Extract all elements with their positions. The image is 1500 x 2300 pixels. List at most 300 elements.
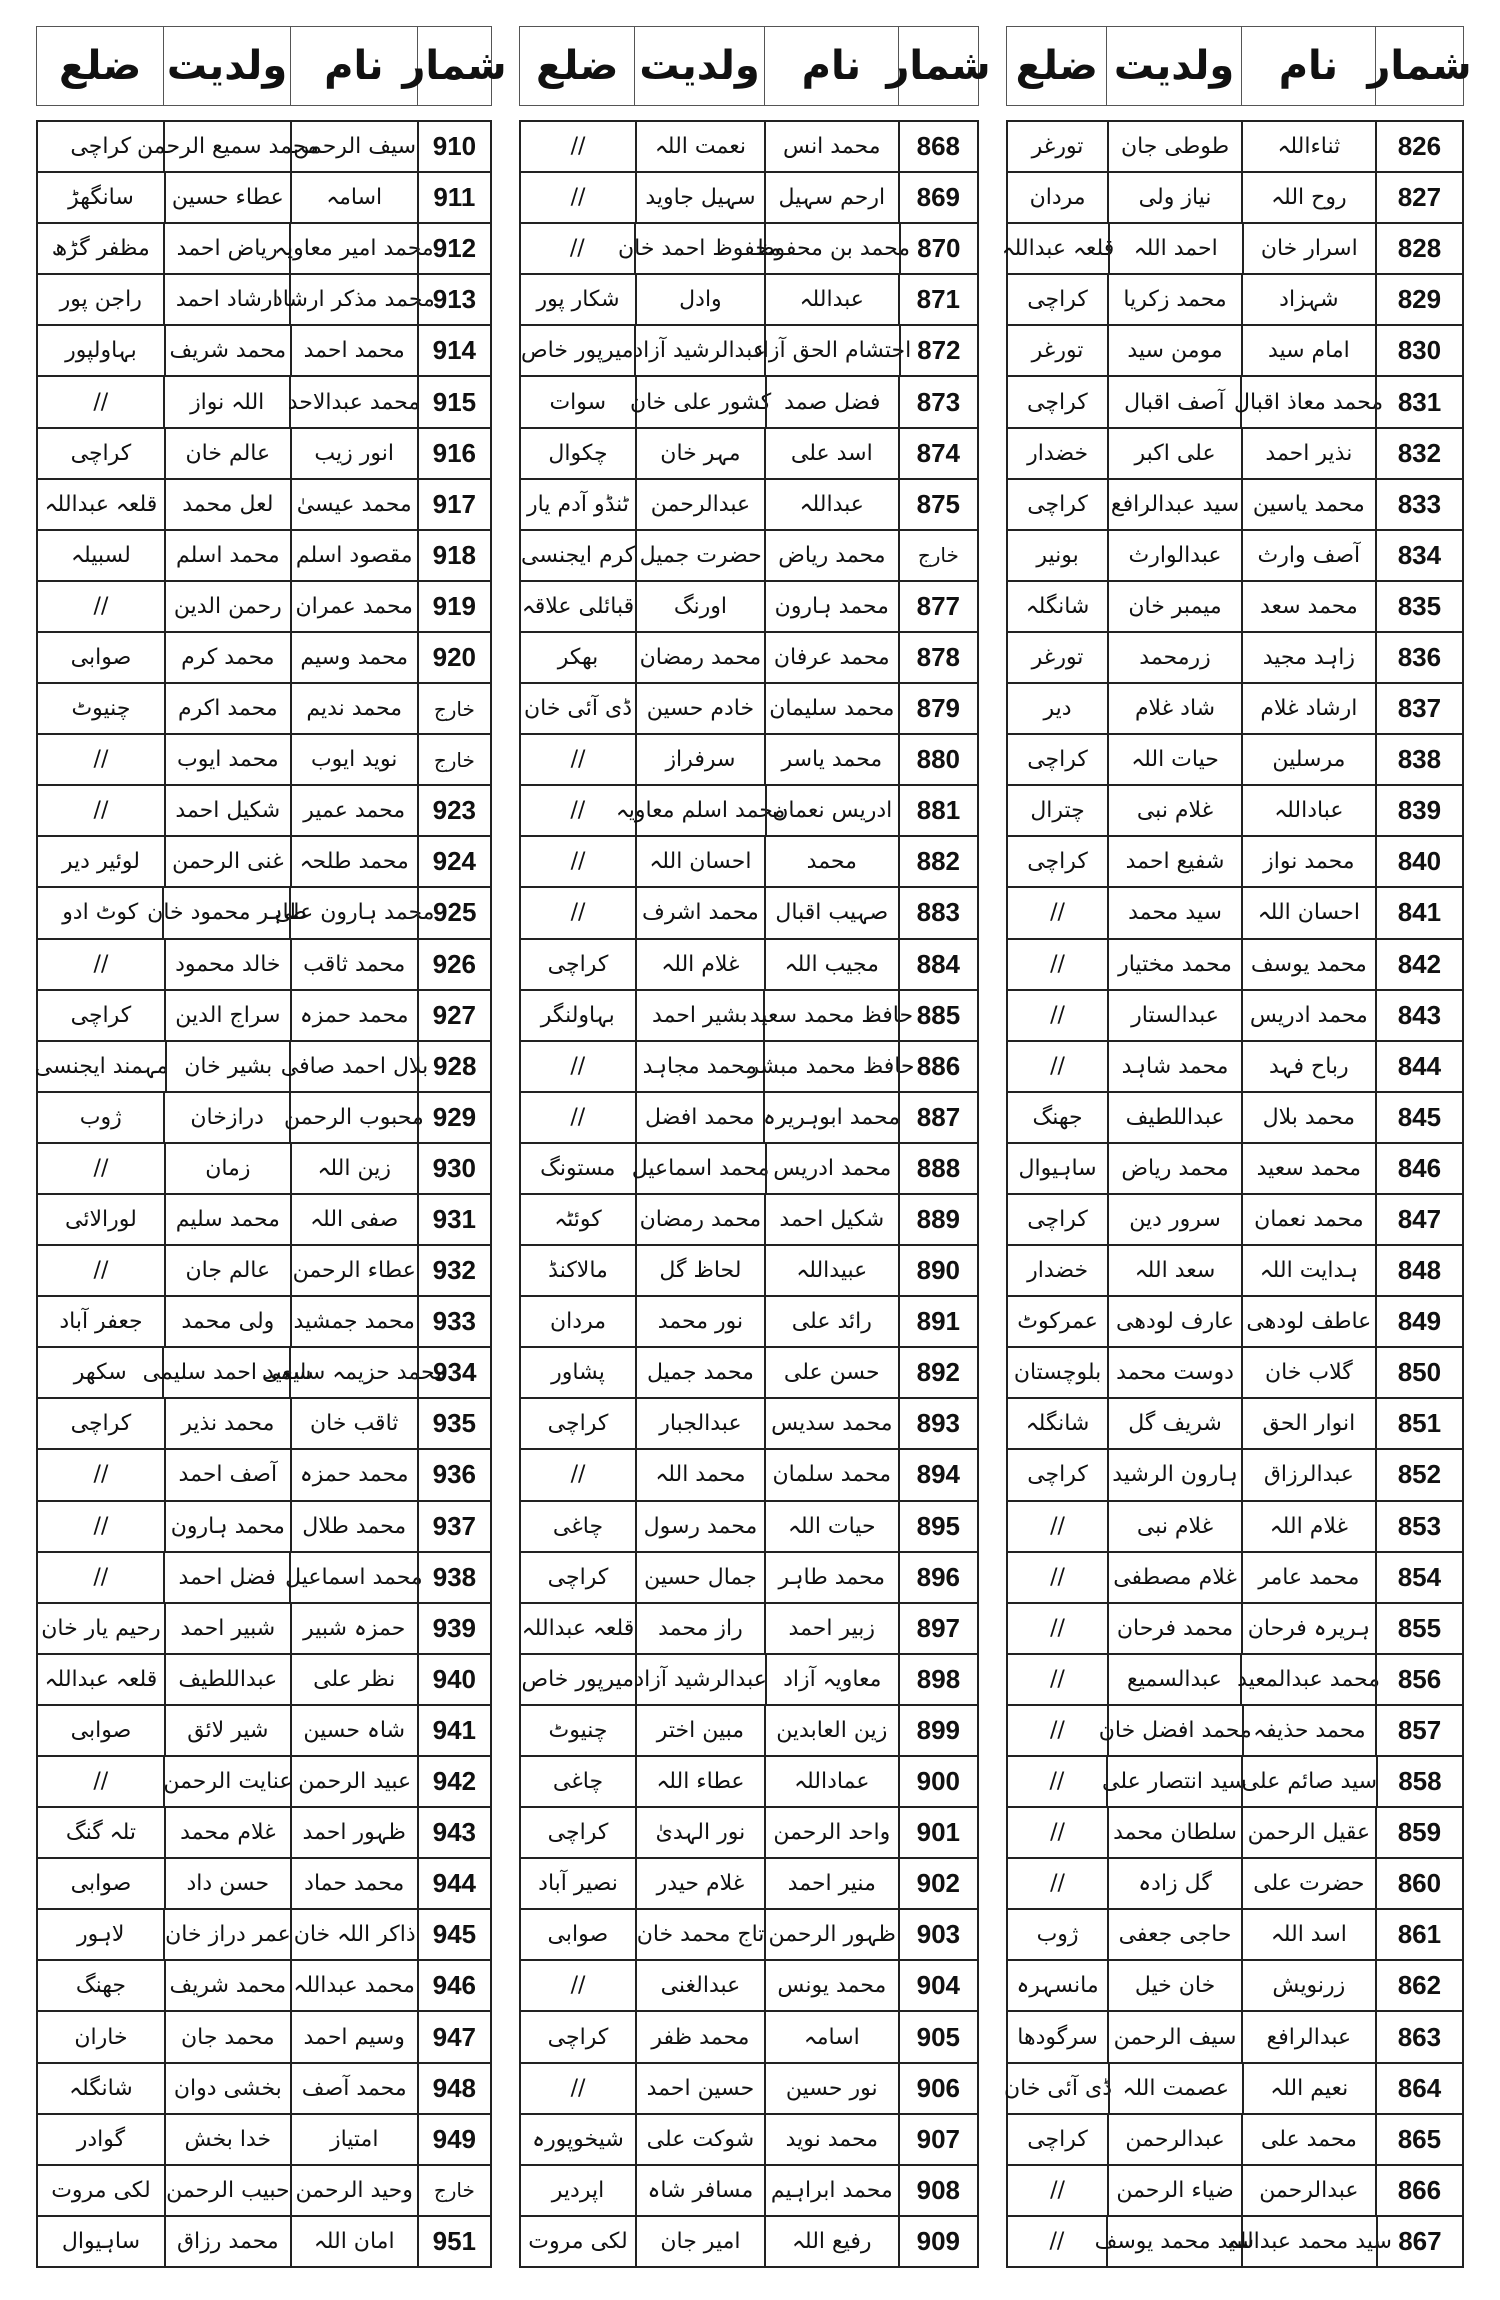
record-father-name: طوطی جان xyxy=(1107,122,1241,171)
record-father-name: ضیاء الرحمن xyxy=(1107,2166,1241,2215)
record-father-name: سرفراز xyxy=(635,735,764,784)
record-name: محمد عمران xyxy=(290,582,417,631)
record-number: 847 xyxy=(1375,1195,1462,1244)
record-name: محمد ہارون علی xyxy=(289,888,417,937)
record-father-name: راز محمد xyxy=(635,1604,764,1653)
record-father-name: نیاز ولی xyxy=(1107,173,1241,222)
table-row xyxy=(521,480,977,531)
record-father-name: ریاض احمد xyxy=(163,224,288,273)
record-district: کراچی xyxy=(1027,849,1088,875)
table-row xyxy=(521,633,977,684)
record-district: کوٹ ادو xyxy=(62,900,139,926)
table-row xyxy=(521,1859,977,1910)
table-row xyxy=(1008,2115,1462,2166)
table-row xyxy=(1008,1604,1462,1655)
record-name: حمزہ شبیر xyxy=(290,1604,417,1653)
record-number: 930 xyxy=(417,1144,490,1193)
record-father-name: درازخان xyxy=(163,1093,288,1142)
header-number: شمار xyxy=(417,27,491,105)
table-row xyxy=(521,2217,977,2268)
record-father-name: مبین اختر xyxy=(635,1706,764,1755)
record-father-name: شریف گل xyxy=(1107,1399,1241,1448)
record-number: 905 xyxy=(898,2012,977,2061)
record-number: 874 xyxy=(898,429,977,478)
record-father-name: شوکت علی xyxy=(635,2115,764,2164)
record-number: 890 xyxy=(898,1246,977,1295)
record-name: رفیع اللہ xyxy=(764,2217,898,2266)
table-row xyxy=(521,377,977,428)
record-district: کراچی xyxy=(547,951,609,977)
record-father-name: غلام نبی xyxy=(1107,786,1241,835)
record-father-name: مہر خان xyxy=(635,429,764,478)
record-name: عماداللہ xyxy=(764,1757,898,1806)
record-name: نوید ایوب xyxy=(290,735,417,784)
record-district: ژوب xyxy=(1036,1922,1079,1948)
record-district: // xyxy=(1050,2177,1065,2203)
table-row xyxy=(521,1502,977,1553)
table-row xyxy=(1008,1348,1462,1399)
record-name: محمد انس xyxy=(764,122,898,171)
table-row xyxy=(38,1859,490,1910)
record-father-name: غنی الرحمن xyxy=(164,837,290,886)
record-district: جعفر آباد xyxy=(59,1309,143,1335)
header-number: شمار xyxy=(1375,27,1463,105)
record-district: شیخوپورہ xyxy=(532,2126,624,2152)
record-father-name: محمد کرم xyxy=(164,633,290,682)
table-row xyxy=(38,1450,490,1501)
record-father-name: میمبر خان xyxy=(1107,582,1241,631)
record-district: قلعہ عبداللہ xyxy=(44,491,158,517)
record-number: 854 xyxy=(1375,1553,1462,1602)
table-row xyxy=(38,122,490,173)
record-number: 856 xyxy=(1375,1655,1462,1704)
record-father-name: حبیب الرحمن xyxy=(164,2166,290,2215)
table-row xyxy=(1008,1093,1462,1144)
table-row xyxy=(1008,1297,1462,1348)
record-number: 826 xyxy=(1375,122,1462,171)
table-row xyxy=(38,480,490,531)
table-row xyxy=(38,2166,490,2217)
record-district: بلوچستان xyxy=(1013,1360,1102,1386)
record-number: 884 xyxy=(898,940,977,989)
table-row xyxy=(521,122,977,173)
record-father-name: غلام حیدر xyxy=(635,1859,764,1908)
record-father-name: محمد ایوب xyxy=(164,735,290,784)
record-district: // xyxy=(569,236,585,262)
record-father-name: محمد مختیار xyxy=(1107,940,1241,989)
record-name: سیف الرحمن xyxy=(290,122,416,171)
table-row xyxy=(38,735,490,786)
record-number: 853 xyxy=(1375,1502,1462,1551)
record-number: 935 xyxy=(417,1399,490,1448)
table-row xyxy=(38,1961,490,2012)
table-row xyxy=(38,991,490,1042)
record-name: غلام اللہ xyxy=(1241,1502,1375,1551)
record-district: // xyxy=(93,1258,109,1284)
record-district: // xyxy=(1050,1564,1065,1590)
record-number: 845 xyxy=(1375,1093,1462,1142)
record-number: 840 xyxy=(1375,837,1462,886)
table-row xyxy=(521,531,977,582)
record-name: انوار الحق xyxy=(1241,1399,1375,1448)
record-district: // xyxy=(570,1973,586,1999)
table-row xyxy=(521,1348,977,1399)
record-father-name: غلام اللہ xyxy=(635,940,764,989)
record-father-name: ولی محمد xyxy=(164,1297,290,1346)
record-father-name: محمد سلیم xyxy=(164,1195,290,1244)
record-district: // xyxy=(1049,2228,1065,2254)
record-district: قبائلی علاقہ xyxy=(521,593,635,619)
record-name: محمد نعمان xyxy=(1241,1195,1375,1244)
record-father-name: محمد اسلم معاویہ xyxy=(635,786,765,835)
record-number: 851 xyxy=(1375,1399,1462,1448)
record-number: 834 xyxy=(1375,531,1462,580)
table-row xyxy=(1008,1706,1462,1757)
record-name: معاویہ آزاد xyxy=(765,1655,898,1704)
record-father-name: امیر جان xyxy=(635,2217,764,2266)
record-number: خارج xyxy=(417,684,490,733)
table-row xyxy=(521,2064,977,2115)
record-name: اسد اللہ xyxy=(1241,1910,1375,1959)
record-number: 949 xyxy=(417,2115,490,2164)
record-district: شانگلہ xyxy=(1025,1411,1090,1437)
record-name: زبیر احمد xyxy=(764,1604,898,1653)
record-name: ثناءاللہ xyxy=(1241,122,1375,171)
table-row xyxy=(38,2064,490,2115)
record-number: 897 xyxy=(898,1604,977,1653)
record-father-name: دوست محمد xyxy=(1107,1348,1241,1397)
record-name: ثاقب خان xyxy=(290,1399,417,1448)
record-number: 837 xyxy=(1375,684,1462,733)
table-row xyxy=(1003,2064,1462,2115)
record-district: سکھر xyxy=(73,1360,127,1386)
record-number: 931 xyxy=(417,1195,490,1244)
record-number: 899 xyxy=(898,1706,977,1755)
record-number: 914 xyxy=(417,326,490,375)
record-number: 844 xyxy=(1375,1042,1462,1091)
table-row xyxy=(521,275,977,326)
record-number: 830 xyxy=(1375,326,1462,375)
record-name: ظہور الرحمن xyxy=(764,1910,897,1959)
record-number: 827 xyxy=(1375,173,1462,222)
record-number: 945 xyxy=(417,1910,490,1959)
table-row xyxy=(38,1757,490,1808)
record-number: خارج xyxy=(417,735,490,784)
table-row xyxy=(521,1604,977,1655)
record-number: 896 xyxy=(898,1553,977,1602)
record-name: محمد عرفان xyxy=(764,633,898,682)
record-father-name: محمد شریف xyxy=(164,1961,290,2010)
record-father-name: شبیر احمد xyxy=(164,1604,290,1653)
table-row xyxy=(521,1706,977,1757)
record-name: عبدالرزاق xyxy=(1241,1450,1375,1499)
table-row xyxy=(521,684,977,735)
record-father-name: عالم جان xyxy=(164,1246,290,1295)
table-row xyxy=(521,786,977,837)
record-name: ارشاد غلام xyxy=(1241,684,1375,733)
record-father-name: سید محمد xyxy=(1107,888,1241,937)
record-name: زین العابدین xyxy=(764,1706,898,1755)
header-district: ضلع xyxy=(536,43,619,89)
records-table xyxy=(36,120,492,2268)
record-father-name: حسین احمد xyxy=(635,2064,764,2113)
record-name: محمد سعید xyxy=(1241,1144,1375,1193)
table-row xyxy=(1008,2166,1462,2217)
record-father-name: نعمت اللہ xyxy=(635,122,764,171)
record-father-name: سراج الدین xyxy=(164,991,290,1040)
table-row xyxy=(1008,582,1462,633)
record-name: محمد سلمان xyxy=(764,1450,898,1499)
record-father-name: محمد شریف xyxy=(164,326,290,375)
record-father-name: علی اکبر xyxy=(1107,429,1241,478)
record-district: ساہیوال xyxy=(1018,1155,1097,1181)
table-row xyxy=(1008,1502,1462,1553)
table-row xyxy=(521,429,977,480)
record-name: اسامہ xyxy=(764,2012,898,2061)
record-district: کراچی xyxy=(547,1411,609,1437)
record-father-name: محمد نذیر xyxy=(164,1399,290,1448)
record-name: ذاکر اللہ خان xyxy=(290,1910,416,1959)
record-father-name: محمد رمضان xyxy=(635,633,764,682)
table-row xyxy=(1008,275,1462,326)
record-father-name: عبدالسمیع xyxy=(1107,1655,1240,1704)
record-district: // xyxy=(570,2075,586,2101)
record-district: // xyxy=(93,1769,109,1795)
table-row xyxy=(521,2115,977,2166)
record-number: 849 xyxy=(1375,1297,1462,1346)
record-district: // xyxy=(570,185,586,211)
table-row xyxy=(1008,531,1462,582)
record-father-name: محمد ہارون xyxy=(164,1502,290,1551)
record-father-name: بشیر خان xyxy=(165,1042,289,1091)
record-district: کراچی xyxy=(1027,747,1088,773)
record-name: مقصود اسلم xyxy=(290,531,417,580)
table-row xyxy=(521,582,977,633)
record-district: سانگھڑ xyxy=(68,185,134,211)
record-name: محمد یاسر xyxy=(764,735,898,784)
record-name: محمد امیر معاویہ xyxy=(289,224,417,273)
record-district: کراچی xyxy=(547,1820,609,1846)
table-row xyxy=(521,2012,977,2063)
record-number: 915 xyxy=(417,377,490,426)
record-father-name: محمد شاہد xyxy=(1107,1042,1241,1091)
record-district: مردان xyxy=(550,1309,606,1335)
table-row xyxy=(1008,1042,1462,1093)
record-district: چنیوٹ xyxy=(71,696,131,722)
record-name: محمد سدیس xyxy=(764,1399,898,1448)
record-name: محمد وسیم xyxy=(290,633,417,682)
record-number: 940 xyxy=(417,1655,490,1704)
record-number: 913 xyxy=(417,275,490,324)
record-number: 901 xyxy=(898,1808,977,1857)
header-district: ضلع xyxy=(59,43,142,89)
table-row xyxy=(38,377,490,428)
record-father-name: شاد غلام xyxy=(1107,684,1241,733)
table-row xyxy=(1008,1399,1462,1450)
record-name: محمد عیسیٰ xyxy=(290,480,417,529)
record-name: وحید الرحمن xyxy=(290,2166,417,2215)
record-name: اسرار خان xyxy=(1242,224,1375,273)
table-row xyxy=(1008,1757,1462,1808)
record-number: 938 xyxy=(417,1553,490,1602)
record-father-name: محمد اللہ xyxy=(635,1450,764,1499)
table-row xyxy=(1008,684,1462,735)
record-number: 869 xyxy=(898,173,977,222)
record-father-name: شکیل احمد xyxy=(164,786,290,835)
record-name: شہزاد xyxy=(1241,275,1375,324)
record-number: 926 xyxy=(417,940,490,989)
record-name: محمد معاذ اقبال xyxy=(1240,377,1375,426)
record-district: لکی مروت xyxy=(51,2177,151,2203)
record-father-name: خادم حسین xyxy=(635,684,764,733)
record-name: عبداللہ xyxy=(764,275,898,324)
record-father-name: عبدالستار xyxy=(1107,991,1241,1040)
record-name: آصف وارث xyxy=(1241,531,1375,580)
record-number: 857 xyxy=(1375,1706,1462,1755)
record-district: چاغی xyxy=(552,1769,604,1795)
record-name: عبدالرحمن xyxy=(1241,2166,1375,2215)
record-number: 880 xyxy=(898,735,977,784)
table-row xyxy=(1008,1450,1462,1501)
record-father-name: بشیر احمد xyxy=(635,991,763,1040)
table-row xyxy=(1008,1961,1462,2012)
record-father-name: رحمن الدین xyxy=(164,582,290,631)
record-number: 894 xyxy=(898,1450,977,1499)
record-district: کراچی xyxy=(1027,1207,1088,1233)
record-name: واحد الرحمن xyxy=(764,1808,898,1857)
record-district: نصیر آباد xyxy=(538,1871,618,1897)
record-district: // xyxy=(93,1462,109,1488)
record-father-name: محمد اشرف xyxy=(635,888,764,937)
record-district: // xyxy=(93,747,109,773)
record-number: 898 xyxy=(898,1655,977,1704)
table-row xyxy=(1008,633,1462,684)
table-row xyxy=(1008,991,1462,1042)
record-name: حیات اللہ xyxy=(764,1502,898,1551)
table-row xyxy=(521,991,977,1042)
record-number: 946 xyxy=(417,1961,490,2010)
record-father-name: سیف الرحمن xyxy=(1107,2012,1241,2061)
record-name: انور زیب xyxy=(290,429,417,478)
record-father-name: غلام مصطفی xyxy=(1107,1553,1241,1602)
table-row xyxy=(1008,326,1462,377)
record-district: لورالائی xyxy=(65,1207,137,1233)
record-district: راجن پور xyxy=(59,287,142,313)
record-district: // xyxy=(570,1462,586,1488)
record-district: تورغر xyxy=(1031,644,1084,670)
record-name: صفی اللہ xyxy=(290,1195,417,1244)
record-district: گوادر xyxy=(76,2126,126,2152)
record-father-name: سہیل جاوید xyxy=(635,173,764,222)
table-row xyxy=(521,173,977,224)
record-number: 936 xyxy=(417,1450,490,1499)
table-row xyxy=(38,633,490,684)
record-district: شانگلہ xyxy=(69,2075,133,2101)
record-father-name: آصف اقبال xyxy=(1107,377,1240,426)
record-number: 918 xyxy=(417,531,490,580)
record-number: 870 xyxy=(899,224,977,273)
record-father-name: عالم خان xyxy=(164,429,290,478)
panel-middle xyxy=(519,26,991,2296)
record-district: سوات xyxy=(549,389,607,415)
record-father-name: ارشاد احمد xyxy=(163,275,288,324)
record-father-name: احسان اللہ xyxy=(635,837,764,886)
record-district: خضدار xyxy=(1027,1258,1089,1284)
table-row xyxy=(38,1348,490,1399)
record-number: 865 xyxy=(1375,2115,1462,2164)
record-father-name: خالد محمود xyxy=(164,940,290,989)
record-number: 925 xyxy=(417,888,490,937)
record-district: مانسہرہ xyxy=(1016,1973,1099,1999)
record-number: 933 xyxy=(417,1297,490,1346)
record-father-name: محمد فرحان xyxy=(1107,1604,1241,1653)
record-district: چاغی xyxy=(552,1513,604,1539)
record-district: // xyxy=(93,1513,109,1539)
record-district: دیر xyxy=(1043,696,1072,722)
record-number: 836 xyxy=(1375,633,1462,682)
record-number: 917 xyxy=(417,480,490,529)
record-district: // xyxy=(93,1564,109,1590)
table-row xyxy=(38,1910,490,1961)
record-name: امتیاز xyxy=(290,2115,417,2164)
record-father-name: محمد زکریا xyxy=(1107,275,1241,324)
record-name: محمد حمزہ xyxy=(290,991,417,1040)
header-father: ولدیت xyxy=(1106,27,1240,105)
record-father-name: عارف لودھی xyxy=(1107,1297,1241,1346)
table-row xyxy=(521,1757,977,1808)
table-row xyxy=(38,1144,490,1195)
record-father-name: احمد اللہ xyxy=(1108,224,1241,273)
record-number: 859 xyxy=(1375,1808,1462,1857)
record-number: 862 xyxy=(1375,1961,1462,2010)
record-father-name: محمد اکرم xyxy=(164,684,290,733)
record-number: 861 xyxy=(1375,1910,1462,1959)
record-father-name: شیر لائق xyxy=(164,1706,290,1755)
record-district: ڈی آئی خان xyxy=(1003,2075,1113,2101)
record-name: احسان اللہ xyxy=(1241,888,1375,937)
table-row xyxy=(521,1655,977,1706)
record-number: 929 xyxy=(417,1093,490,1142)
record-district: کراچی xyxy=(1027,287,1088,313)
record-district: پشاور xyxy=(551,1360,605,1386)
table-row xyxy=(38,1502,490,1553)
record-father-name: طاہر محمود خان xyxy=(162,888,289,937)
record-name: احتشام الحق آزاد xyxy=(764,326,899,375)
table-row xyxy=(521,1246,977,1297)
table-row xyxy=(38,2012,490,2063)
table-row xyxy=(38,684,490,735)
record-number: 831 xyxy=(1375,377,1462,426)
record-number: 904 xyxy=(898,1961,977,2010)
record-district: لوئیر دیر xyxy=(61,849,140,875)
table-row xyxy=(1008,735,1462,786)
record-father-name: خدا بخش xyxy=(164,2115,290,2164)
record-father-name: مومن سید xyxy=(1107,326,1241,375)
record-name: محمد ہارون xyxy=(764,582,898,631)
record-father-name: سید محمد یوسف xyxy=(1106,2217,1241,2266)
record-district: لکی مروت xyxy=(528,2228,628,2254)
record-father-name: سید انتصار علی xyxy=(1106,1757,1241,1806)
table-row xyxy=(1008,1859,1462,1910)
record-name: عبیداللہ xyxy=(764,1246,898,1295)
record-district: جھنگ xyxy=(75,1973,126,1999)
record-number: 908 xyxy=(898,2166,977,2215)
record-father-name: اورنگ xyxy=(635,582,764,631)
header-name: نام xyxy=(764,27,898,105)
record-district: میرپور خاص xyxy=(521,338,634,364)
record-district: مظفر گڑھ xyxy=(51,236,150,262)
record-father-name: محمد افضل خان xyxy=(1107,1706,1242,1755)
